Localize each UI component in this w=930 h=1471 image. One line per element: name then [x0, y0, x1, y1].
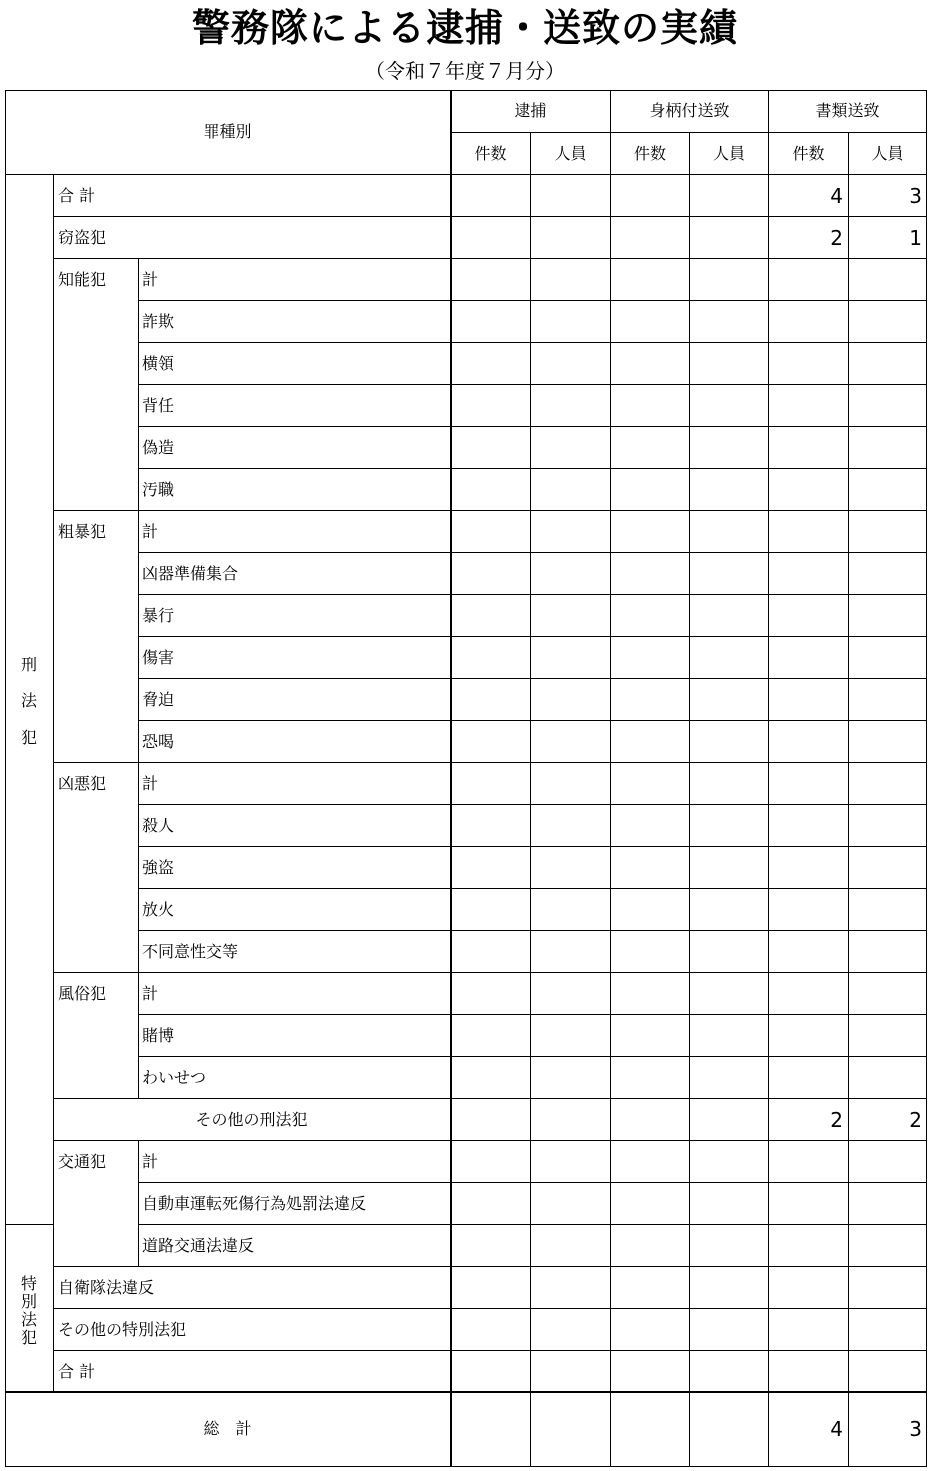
cell-penal-total-doc-persons: 3 — [909, 184, 922, 208]
row-heinous-subtotal: 計 — [142, 774, 159, 793]
row-intellectual-subtotal: 計 — [142, 270, 159, 289]
header-custody-referral: 身柄付送致 — [649, 101, 730, 120]
cell-grand-total-doc-count: 4 — [830, 1417, 843, 1441]
row-indecency: わいせつ — [142, 1068, 207, 1087]
header-arrest-persons: 人員 — [554, 144, 587, 163]
header-arrest: 逮捕 — [514, 101, 547, 120]
header-crime-type: 罪種別 — [203, 122, 252, 141]
row-non-consensual: 不同意性交等 — [142, 942, 239, 961]
row-corruption: 汚職 — [142, 480, 175, 499]
header-document-persons: 人員 — [871, 144, 904, 163]
row-vehicle-death-injury: 自動車運転死傷行為処罰法違反 — [142, 1194, 367, 1213]
row-arson: 放火 — [142, 900, 175, 919]
row-breach-of-trust: 背任 — [142, 396, 175, 415]
row-sdf-law: 自衛隊法違反 — [58, 1278, 155, 1297]
row-extortion: 恐喝 — [142, 732, 175, 751]
row-penal-total: 合 計 — [58, 186, 96, 205]
cell-other-penal-doc-persons: 2 — [909, 1108, 922, 1132]
page-subtitle: （令和７年度７月分） — [365, 59, 565, 83]
group-traffic: 交通犯 — [58, 1152, 107, 1171]
row-violent-subtotal: 計 — [142, 522, 159, 541]
header-document-count: 件数 — [792, 144, 825, 163]
row-special-total: 合 計 — [58, 1362, 96, 1381]
group-heinous: 凶悪犯 — [58, 774, 107, 793]
group-intellectual: 知能犯 — [58, 270, 107, 289]
row-other-special: その他の特別法犯 — [58, 1320, 187, 1339]
row-gambling: 賭博 — [142, 1026, 175, 1045]
cell-other-penal-doc-count: 2 — [830, 1108, 843, 1132]
cell-theft-doc-count: 2 — [830, 226, 843, 250]
row-road-traffic: 道路交通法違反 — [142, 1236, 255, 1255]
group-morals: 風俗犯 — [58, 984, 107, 1003]
cell-theft-doc-persons: 1 — [909, 226, 922, 250]
header-custody-persons: 人員 — [712, 144, 745, 163]
header-document-referral: 書類送致 — [815, 101, 880, 120]
row-grand-total: 総 計 — [203, 1419, 252, 1438]
page-title: 警務隊による逮捕・送致の実績 — [191, 6, 738, 50]
header-custody-count: 件数 — [633, 144, 666, 163]
row-robbery: 強盗 — [142, 858, 175, 877]
row-murder: 殺人 — [142, 816, 175, 835]
header-arrest-count: 件数 — [474, 144, 507, 163]
cell-grand-total-doc-persons: 3 — [909, 1417, 922, 1441]
row-other-penal: その他の刑法犯 — [195, 1110, 308, 1129]
row-traffic-subtotal: 計 — [142, 1152, 159, 1171]
row-assault: 暴行 — [142, 606, 175, 625]
group-violent: 粗暴犯 — [58, 522, 107, 541]
row-theft: 窃盗犯 — [58, 228, 107, 247]
arrest-statistics-table: 罪種別 逮捕 身柄付送致 書類送致 件数 人員 件数 人員 件数 人員 刑 法 犯 特 別 法 犯 合 計 窃盗犯 知能犯 計 詐欺 横領 背任 偽造 汚職 粗暴犯 計 凶器準備集合 暴行 傷害 脅迫 恐喝 凶悪犯 計 殺人 強盗 放火 不同意性交等 風俗犯 計 賭博 わいせつ その他の刑法犯 交通犯 計 自動車運転死傷行為処罰法違反 道路交通法違反 自衛隊法違反 その他の特別法犯 合 計 総 計 4 3 2 1 2 2 4 3 — [0, 0, 930, 1471]
row-forgery: 偽造 — [142, 438, 175, 457]
row-intimidation: 脅迫 — [142, 690, 175, 709]
row-morals-subtotal: 計 — [142, 984, 159, 1003]
row-fraud: 詐欺 — [142, 312, 175, 331]
row-embezzlement: 横領 — [142, 354, 175, 373]
cell-penal-total-doc-count: 4 — [830, 184, 843, 208]
row-weapons-assembly: 凶器準備集合 — [142, 564, 239, 583]
row-injury: 傷害 — [142, 648, 175, 667]
